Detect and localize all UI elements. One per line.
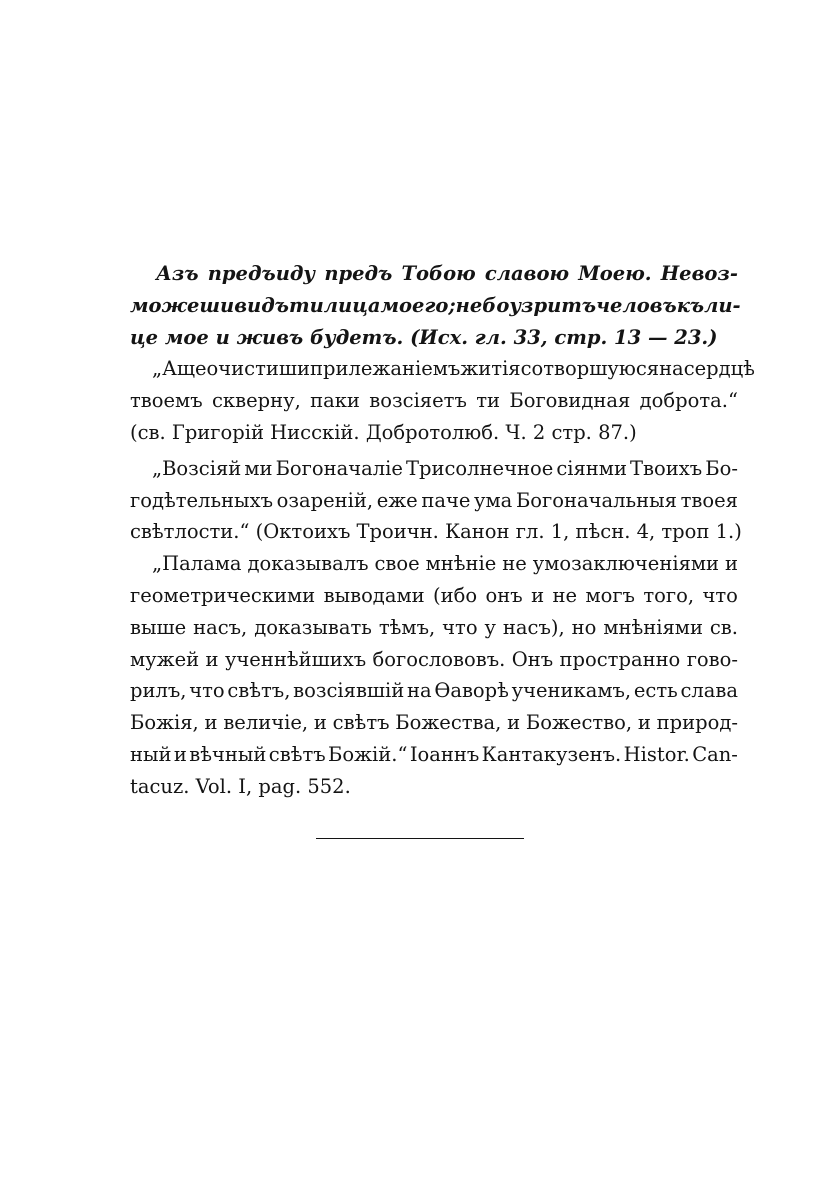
epigraph-2-line-2: твоемъ скверну, паки возсіяетъ ти Боговидная доброта.“: [130, 389, 738, 413]
epigraph-4-line-4: мужей и ученнѣйшихъ богослововъ. Онъ пространно гово-: [130, 647, 738, 671]
epigraph-4-line-3: выше насъ, доказывать тѣмъ, что у насъ), но мнѣніями св.: [130, 615, 738, 639]
epigraph-3-line-1: „Возсіяй ми Богоначаліе Трисолнечное сіянми Твоихъ Бо-: [152, 456, 738, 480]
epigraph-3-line-2: годѣтельныхъ озареній, еже паче ума Богоначальныя твоея: [130, 488, 738, 512]
epigraph-4-line-8: tacuz. Vol. I, pag. 552.: [130, 774, 351, 798]
epigraph-4-line-2: геометрическими выводами (ибо онъ и не могъ того, что: [130, 583, 738, 607]
epigraph-4-line-1: „Палама доказывалъ свое мнѣніе не умозаключеніями и: [152, 552, 738, 576]
epigraph-1-line-3: це мое и живъ будетъ. (Исх. гл. 33, стр. 13 — 23.): [130, 325, 718, 349]
epigraph-4-line-7: ный и вѣчный свѣтъ Божій.“ Іоаннъ Кантакузенъ. Histor. Can-: [130, 742, 738, 766]
epigraph-2-line-1: „Аще очистиши прилежаніемъ житія сотворшуюся на сердцѣ: [152, 357, 755, 381]
epigraph-4-line-5: рилъ, что свѣтъ, возсіявшій на Ѳаворѣ ученикамъ, есть слава: [130, 679, 738, 703]
epigraph-3-line-3: свѣтлости.“ (Октоихъ Троичн. Канон гл. 1, пѣсн. 4, троп 1.): [130, 520, 742, 544]
section-divider-rule: [316, 838, 524, 839]
epigraph-1-line-1: Азъ предъиду предъ Тобою славою Моею. Невоз-: [156, 262, 738, 285]
epigraph-1-line-2: можеши видъти лица моего; не бо узритъ человъкъ ли-: [130, 293, 741, 317]
epigraphs-block: [130, 258, 755, 803]
epigraph-2-line-3: (св. Григорій Нисскій. Добротолюб. Ч. 2 стр. 87.): [130, 420, 637, 444]
epigraph-4-line-6: Божія, и величіе, и свѣтъ Божества, и Божество, и природ-: [130, 711, 738, 735]
